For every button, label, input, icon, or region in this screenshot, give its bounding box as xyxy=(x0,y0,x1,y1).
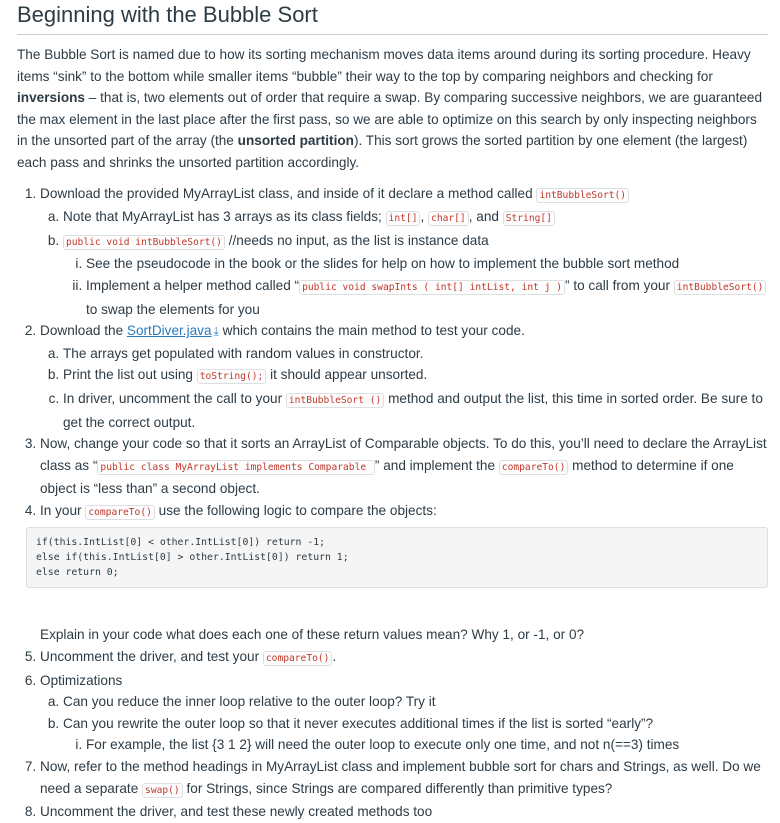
step-6b-i: i. For example, the list {3 1 2} will need the outer loop to execute only one time, and not n(==3) times xyxy=(86,734,768,756)
step-1b-ii-text-1: Implement a helper method called “ xyxy=(86,277,300,293)
step-1b-ii-code-sort: intBubbleSort() xyxy=(674,280,767,295)
step-6a: a. Can you reduce the inner loop relative to the outer loop? Try it xyxy=(63,691,768,713)
step-2-text-2: which contains the main method to test your code. xyxy=(218,323,525,339)
step-3-code-compareto: compareTo() xyxy=(499,460,569,475)
step-2a: a. The arrays get populated with random values in constructor. xyxy=(63,343,768,365)
step-1b xyxy=(63,230,768,320)
step-6b-sublist xyxy=(63,734,768,756)
step-3 xyxy=(40,433,768,500)
steps-list xyxy=(17,183,768,823)
step-1-sublist xyxy=(40,206,768,320)
step-4-text-1: In your xyxy=(40,502,86,518)
step-1a-code-int: int[] xyxy=(386,211,421,226)
step-1 xyxy=(40,183,768,321)
step-6-text: Optimizations xyxy=(40,672,123,688)
step-1a-text: Note that MyArrayList has 3 arrays as its class fields; xyxy=(63,209,386,225)
step-3-text-2: ” and implement the xyxy=(374,457,499,473)
step-4-explain: Explain in your code what does each one of these return values mean? Why 1, or -1, or 0? xyxy=(40,627,585,643)
step-3-text-1: Now, change your code so that it sorts an ArrayList of Comparable objects. To do this, you’ll need to declare the ArrayList class as “ xyxy=(40,436,767,473)
step-1b-ii-text-3: to swap the elements for you xyxy=(86,301,260,317)
step-1a-sep-1: , xyxy=(420,209,429,225)
compare-code-block: if(this.IntList[0] < other.IntList[0]) return -1; else if(this.IntList[0] > other.IntList[0]) return 1; else return 0; xyxy=(26,527,768,588)
step-2c-code: intBubbleSort () xyxy=(286,393,384,408)
step-1-code: intBubbleSort() xyxy=(536,188,629,203)
step-1a-code-char: char[] xyxy=(428,211,469,226)
step-1a-sep-2: , and xyxy=(468,209,503,225)
step-1b-i: i. See the pseudocode in the book or the slides for help on how to implement the bubble sort method xyxy=(86,253,768,275)
page-title: Beginning with the Bubble Sort xyxy=(17,2,318,27)
step-1b-sublist xyxy=(63,253,768,320)
intro-bold-unsorted-partition: unsorted partition xyxy=(237,133,354,149)
step-1-text: Download the provided MyArrayList class, and inside of it declare a method called xyxy=(40,185,537,201)
step-1b-ii-text-2: ” to call from your xyxy=(565,277,674,293)
step-7 xyxy=(40,756,768,801)
step-6b xyxy=(63,713,768,756)
intro-paragraph xyxy=(17,44,768,174)
download-icon[interactable]: ⤓ xyxy=(213,324,219,339)
step-5 xyxy=(40,646,768,670)
step-7-text-1: Now, refer to the method headings in MyArrayList class and implement bubble sort for chars and Strings, as well. Do we need a separate xyxy=(40,759,761,796)
step-1b-ii-code-swap: public void swapInts ( int[] intList, int j ) xyxy=(299,280,565,295)
step-1b-ii xyxy=(86,275,768,320)
step-2-sublist xyxy=(40,343,768,433)
sortdiver-download-link[interactable]: SortDiver.java xyxy=(126,323,212,339)
step-1a xyxy=(63,206,768,230)
step-7-text-2: for Strings, since Strings are compared differently than primitive types? xyxy=(182,780,613,796)
step-4-code: compareTo() xyxy=(85,505,155,520)
step-2b-text-1: Print the list out using xyxy=(63,367,197,383)
step-2b-text-2: it should appear unsorted. xyxy=(266,367,428,383)
intro-bold-inversions: inversions xyxy=(17,90,85,106)
step-5-code: compareTo() xyxy=(263,651,333,666)
step-6b-text: Can you rewrite the outer loop so that it never executes additional times if the list is sorted “early”? xyxy=(63,715,654,731)
step-8: 8. Uncomment the driver, and test these newly created methods too xyxy=(40,801,768,823)
intro-text-3: ). This sort grows the sorted partition by one element (the largest) each pass and shrinks the unsorted partition accordingly. xyxy=(17,133,748,170)
step-7-code: swap() xyxy=(142,783,183,798)
step-1a-code-string: String[] xyxy=(503,211,555,226)
intro-text-2: – that is, two elements out of order that require a swap. By comparing successive neighbors, we are guaranteed the max element in the last place after the first pass, so we are able to optimize on this search by only inspecting neighbors in the unsorted part of the array (the xyxy=(17,90,763,149)
step-3-text-3: method to determine if one object is “less than” a second object. xyxy=(40,457,734,497)
step-2c xyxy=(63,388,768,433)
step-1b-text: //needs no input, as the list is instance data xyxy=(224,232,489,248)
title-divider xyxy=(17,34,768,35)
intro-text-1: The Bubble Sort is named due to how its sorting mechanism moves data items around during its sorting procedure. Heavy items “sink” to the bottom while smaller items “bubble” their way to the top by comparing neighbors and checking for xyxy=(17,47,751,84)
step-4-text-2: use the following logic to compare the objects: xyxy=(154,502,437,518)
step-2c-text-2: method and output the list, this time in sorted order. Be sure to get the correct output. xyxy=(63,390,763,430)
step-5-end: . xyxy=(332,649,337,665)
step-2-text-1: Download the xyxy=(40,323,127,339)
step-2b xyxy=(63,364,768,388)
step-6 xyxy=(40,670,768,756)
step-2 xyxy=(40,320,768,433)
step-2c-text-1: In driver, uncomment the call to your xyxy=(63,390,286,406)
step-3-code-class: public class MyArrayList implements Comparable xyxy=(97,460,374,475)
step-1b-code: public void intBubbleSort() xyxy=(63,235,225,250)
step-5-text: Uncomment the driver, and test your xyxy=(40,649,263,665)
step-2b-code: toString(); xyxy=(197,369,267,384)
step-4 xyxy=(36,500,768,646)
step-6-sublist xyxy=(40,691,768,756)
